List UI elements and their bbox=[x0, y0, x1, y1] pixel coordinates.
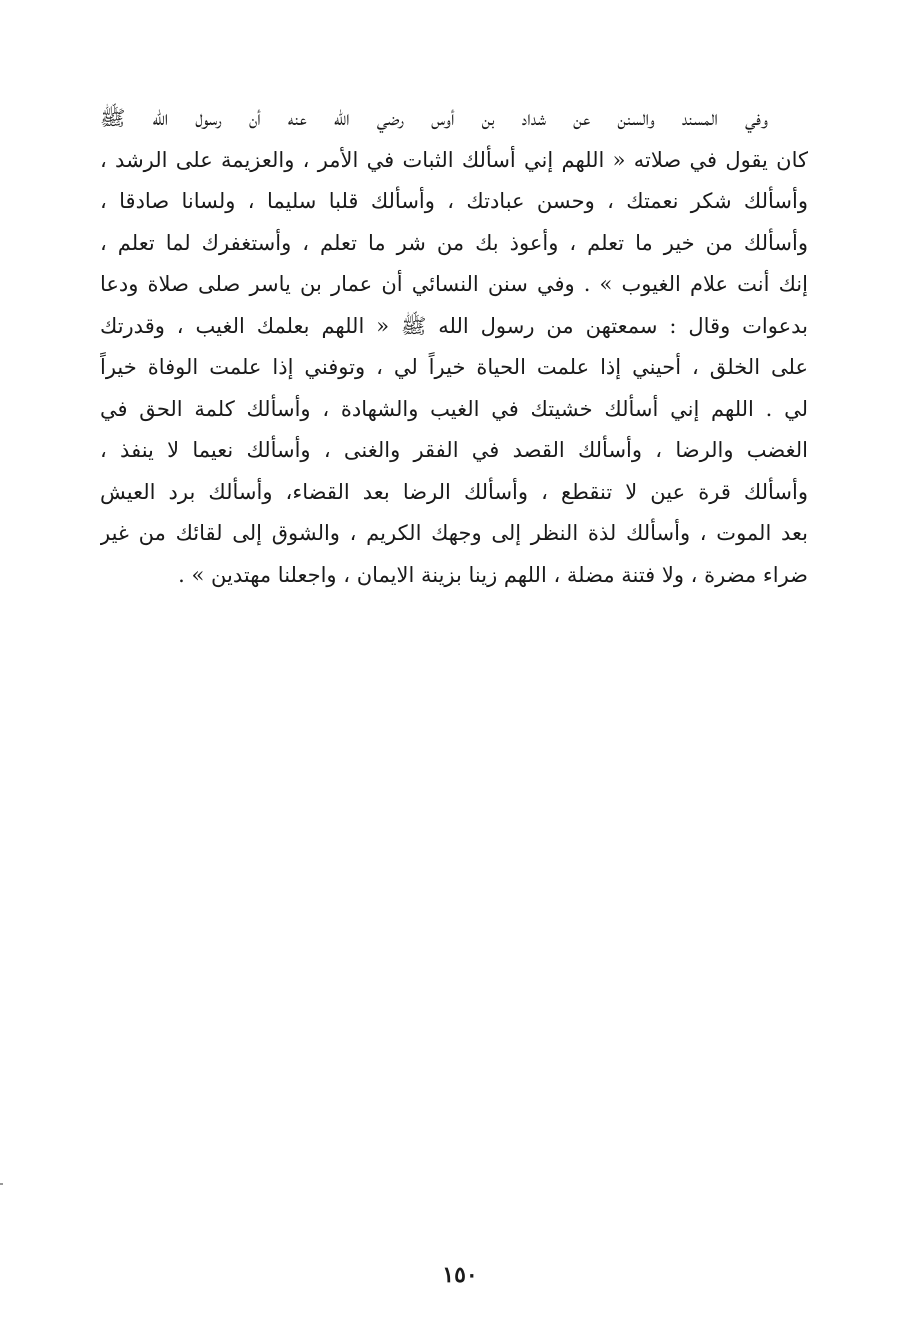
text-line-5: إنك أنت علام الغيوب » . وفي سنن النسائي أن عمار بن ياسر صلى صلاة ودعا bbox=[100, 272, 808, 296]
text-line-3: وأسألك شكر نعمتك ، وحسن عبادتك ، وأسألك قلبا سليما ، ولسانا صادقا ، bbox=[100, 189, 808, 213]
text-line-12: ضراء مضرة ، ولا فتنة مضلة ، اللهم زينا بزينة الايمان ، واجعلنا مهتدين » . bbox=[178, 562, 808, 587]
body-paragraph bbox=[100, 98, 808, 596]
text-line-7: على الخلق ، أحيني إذا علمت الحياة خيراً لي ، وتوفني إذا علمت الوفاة خيراً bbox=[100, 355, 808, 379]
text-line-9: الغضب والرضا ، وأسألك القصد في الفقر والغنى ، وأسألك نعيما لا ينفذ ، bbox=[100, 438, 808, 462]
text-line-1: وفي المسند والسنن عن شداد بن أوس رضي الله عنه أن رسول الله ﷺ bbox=[100, 106, 768, 130]
text-line-10: وأسألك قرة عين لا تنقطع ، وأسألك الرضا بعد القضاء، وأسألك برد العيش bbox=[100, 479, 808, 504]
text-line-4: وأسألك من خير ما تعلم ، وأعوذ بك من شر ما تعلم ، وأستغفرك لما تعلم ، bbox=[100, 230, 808, 255]
text-line-6: بدعوات وقال : سمعتهن من رسول الله ﷺ « اللهم بعلمك الغيب ، وقدرتك bbox=[100, 313, 808, 338]
text-line-2: كان يقول في صلاته « اللهم إني أسألك الثبات في الأمر ، والعزيمة على الرشد ، bbox=[100, 147, 808, 172]
page-number: ١٥٠ bbox=[442, 1262, 478, 1288]
text-line-8: لي . اللهم إني أسألك خشيتك في الغيب والشهادة ، وأسألك كلمة الحق في bbox=[100, 396, 808, 421]
text-line-11: بعد الموت ، وأسألك لذة النظر إلى وجهك الكريم ، والشوق إلى لقائك من غير bbox=[100, 521, 808, 545]
scan-edge-mark bbox=[0, 1183, 3, 1185]
